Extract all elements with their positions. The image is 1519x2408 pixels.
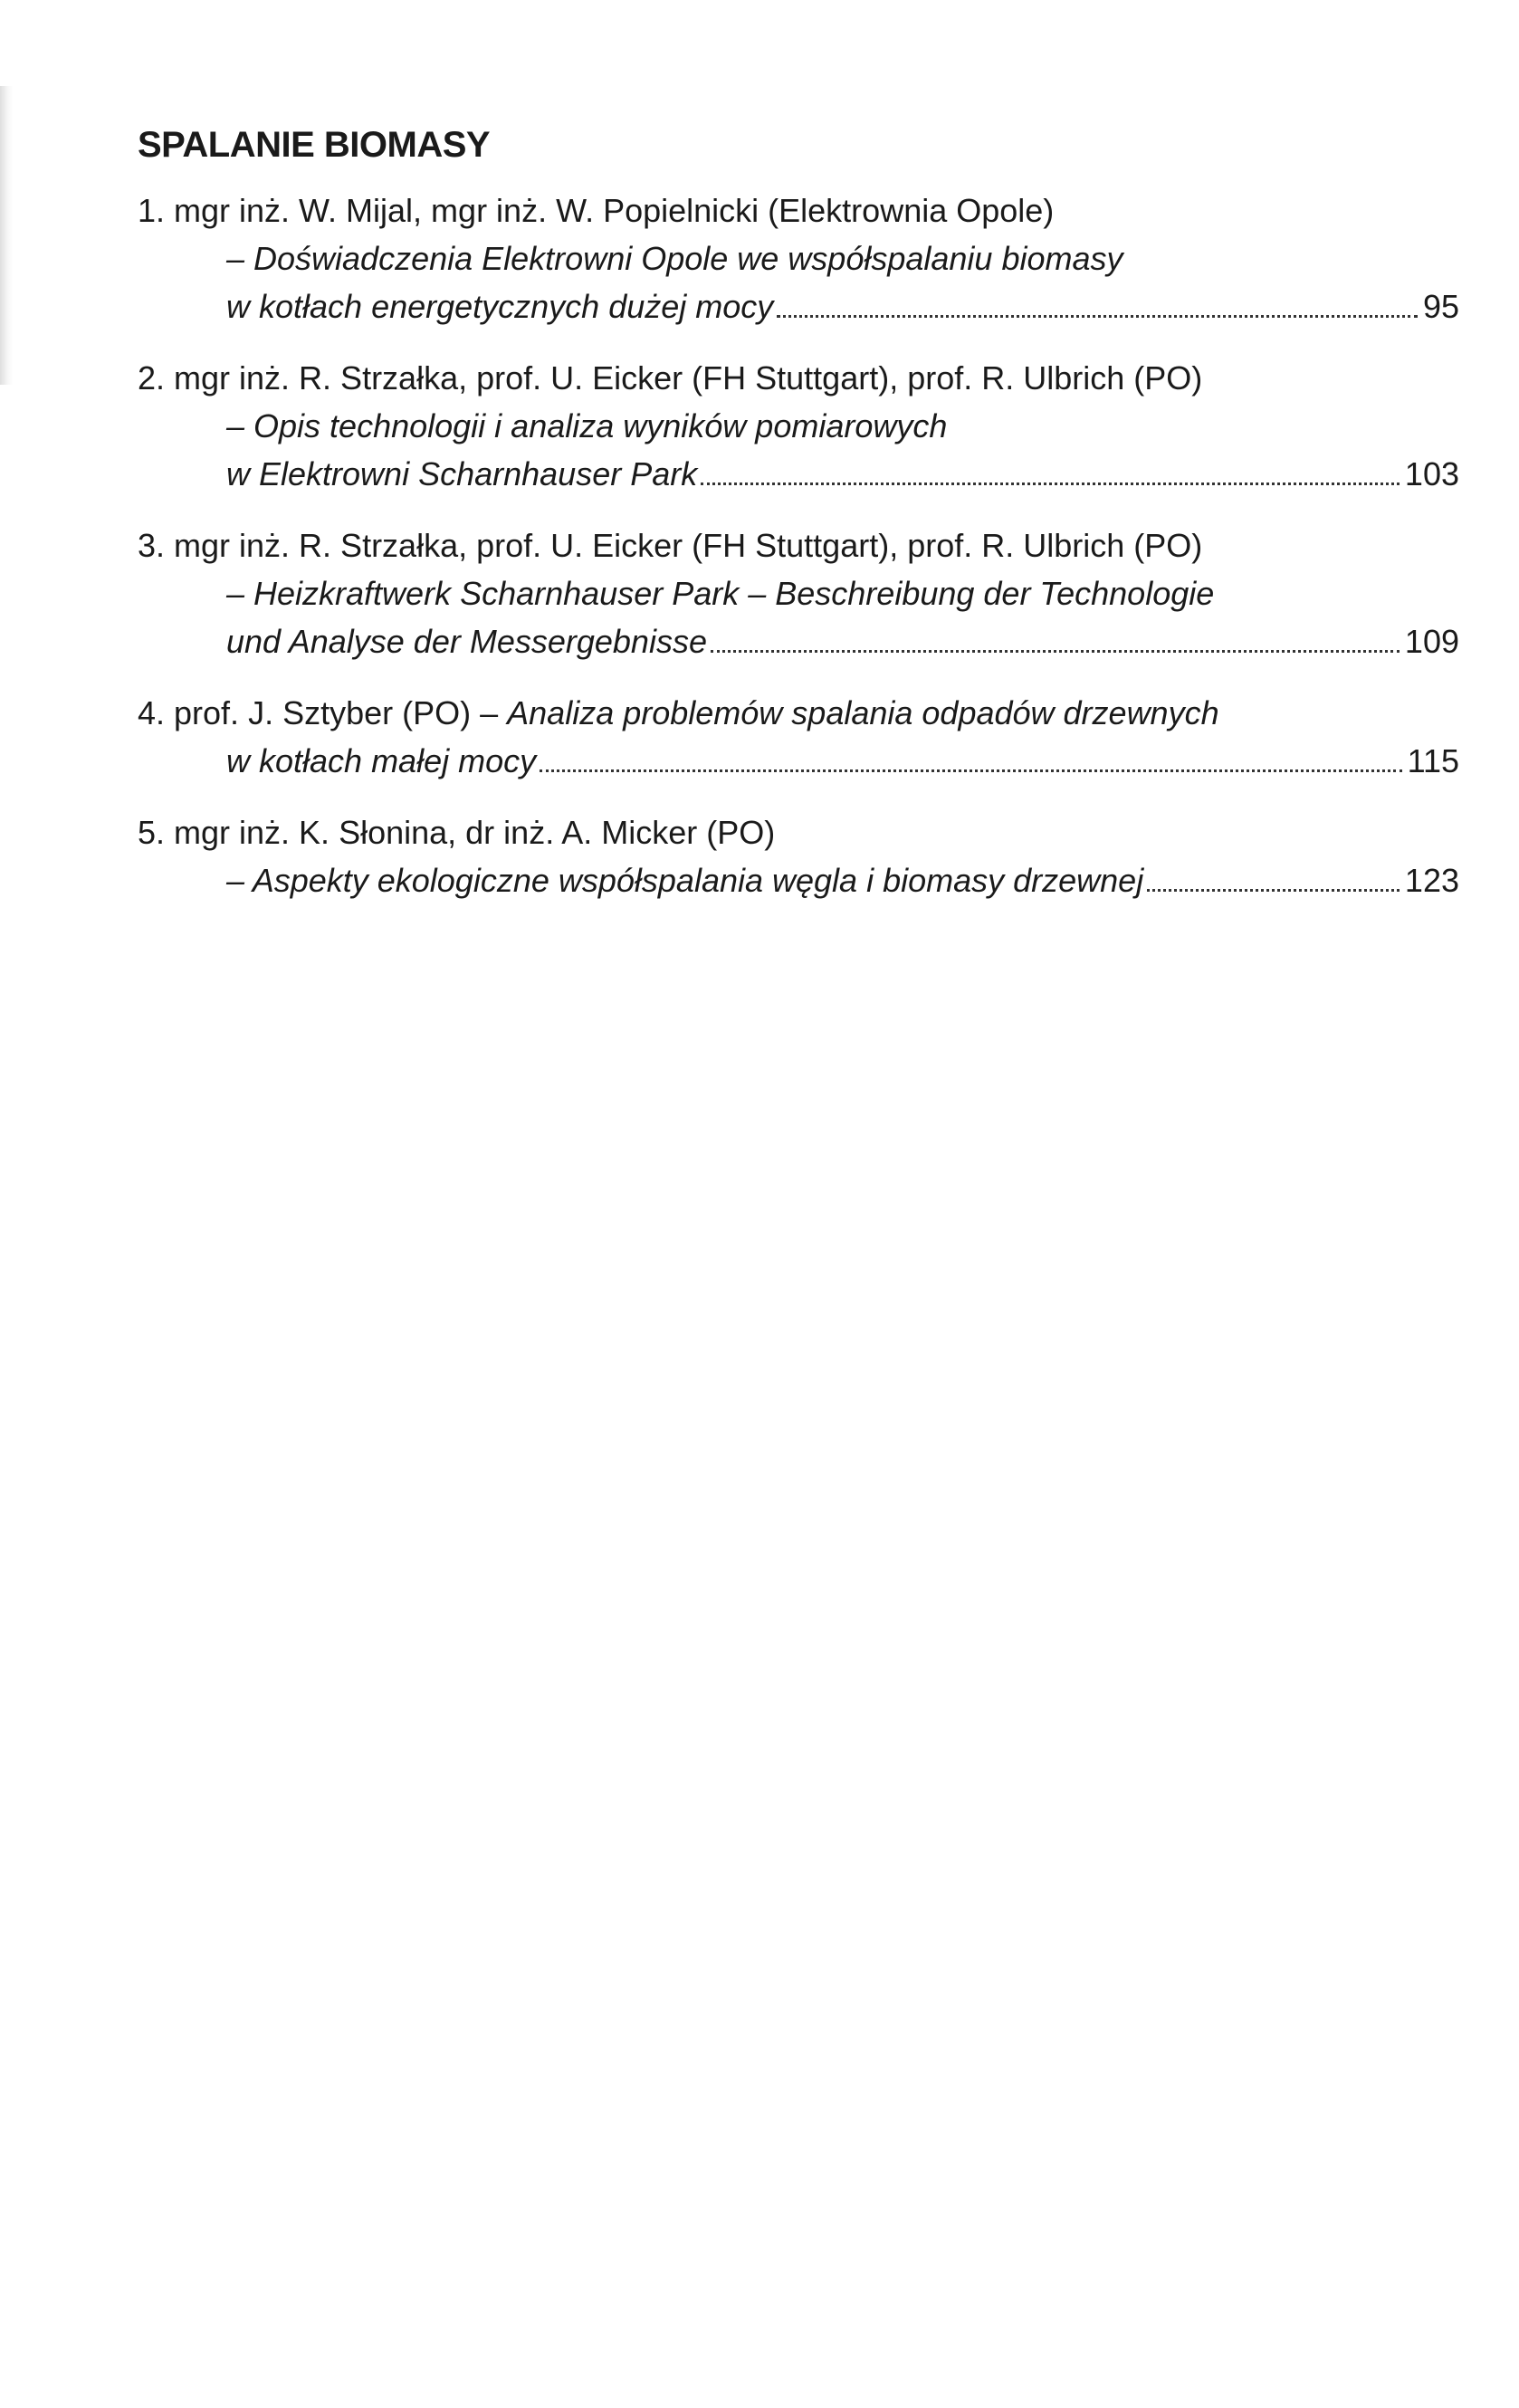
entry-title-leader-line [138, 856, 1459, 904]
entry-title-leader-line [138, 617, 1459, 665]
entry-title-line: – Aspekty ekologiczne współspalania węgla i biomasy drzewnej [226, 862, 1144, 899]
toc-entry-5 [138, 808, 1459, 904]
dot-leader [777, 314, 1418, 318]
page-number: 95 [1422, 288, 1459, 325]
page-number: 103 [1404, 455, 1459, 492]
entry-title-line: w Elektrowni Scharnhauser Park [226, 455, 698, 492]
entry-authors: 3. mgr inż. R. Strzałka, prof. U. Eicker (FH Stuttgart), prof. R. Ulbrich (PO) [138, 527, 1203, 564]
page-number: 109 [1404, 623, 1459, 660]
entry-authors: 1. mgr inż. W. Mijal, mgr inż. W. Popielnicki (Elektrownia Opole) [138, 192, 1055, 229]
entry-authors-line [138, 689, 1459, 737]
entry-authors: 4. prof. J. Sztyber (PO) – [138, 694, 508, 731]
entry-title-leader-line [138, 450, 1459, 498]
entry-title-leader-line [138, 282, 1459, 330]
dot-leader [540, 769, 1401, 772]
dot-leader [701, 482, 1400, 485]
toc-entry-2 [138, 354, 1459, 498]
entry-title-leader-line [138, 737, 1459, 785]
entry-title-line: w kotłach małej mocy [226, 742, 537, 779]
entry-title-line: und Analyse der Messergebnisse [226, 623, 707, 660]
toc-entry-3 [138, 521, 1459, 665]
scan-edge-shadow [0, 86, 13, 385]
dot-leader [711, 649, 1400, 653]
entry-title-line: – Opis technologii i analiza wyników pomiarowych [226, 407, 948, 444]
entry-title-line: w kotłach energetycznych dużej mocy [226, 288, 774, 325]
page-number: 115 [1407, 742, 1459, 779]
dot-leader [1147, 888, 1400, 892]
section-title: SPALANIE BIOMASY [138, 125, 491, 165]
entry-authors: 5. mgr inż. K. Słonina, dr inż. A. Micker (PO) [138, 814, 776, 851]
table-of-contents [138, 123, 1459, 928]
toc-entry-4 [138, 689, 1459, 785]
toc-entry-1 [138, 186, 1459, 330]
entry-title-inline: Analiza problemów spalania odpadów drzewnych [507, 694, 1219, 731]
entry-title-line: – Heizkraftwerk Scharnhauser Park – Beschreibung der Technologie [226, 575, 1215, 612]
entry-authors: 2. mgr inż. R. Strzałka, prof. U. Eicker (FH Stuttgart), prof. R. Ulbrich (PO) [138, 359, 1203, 397]
page-number: 123 [1404, 862, 1459, 899]
entry-title-line: – Doświadczenia Elektrowni Opole we współspalaniu biomasy [226, 240, 1123, 277]
